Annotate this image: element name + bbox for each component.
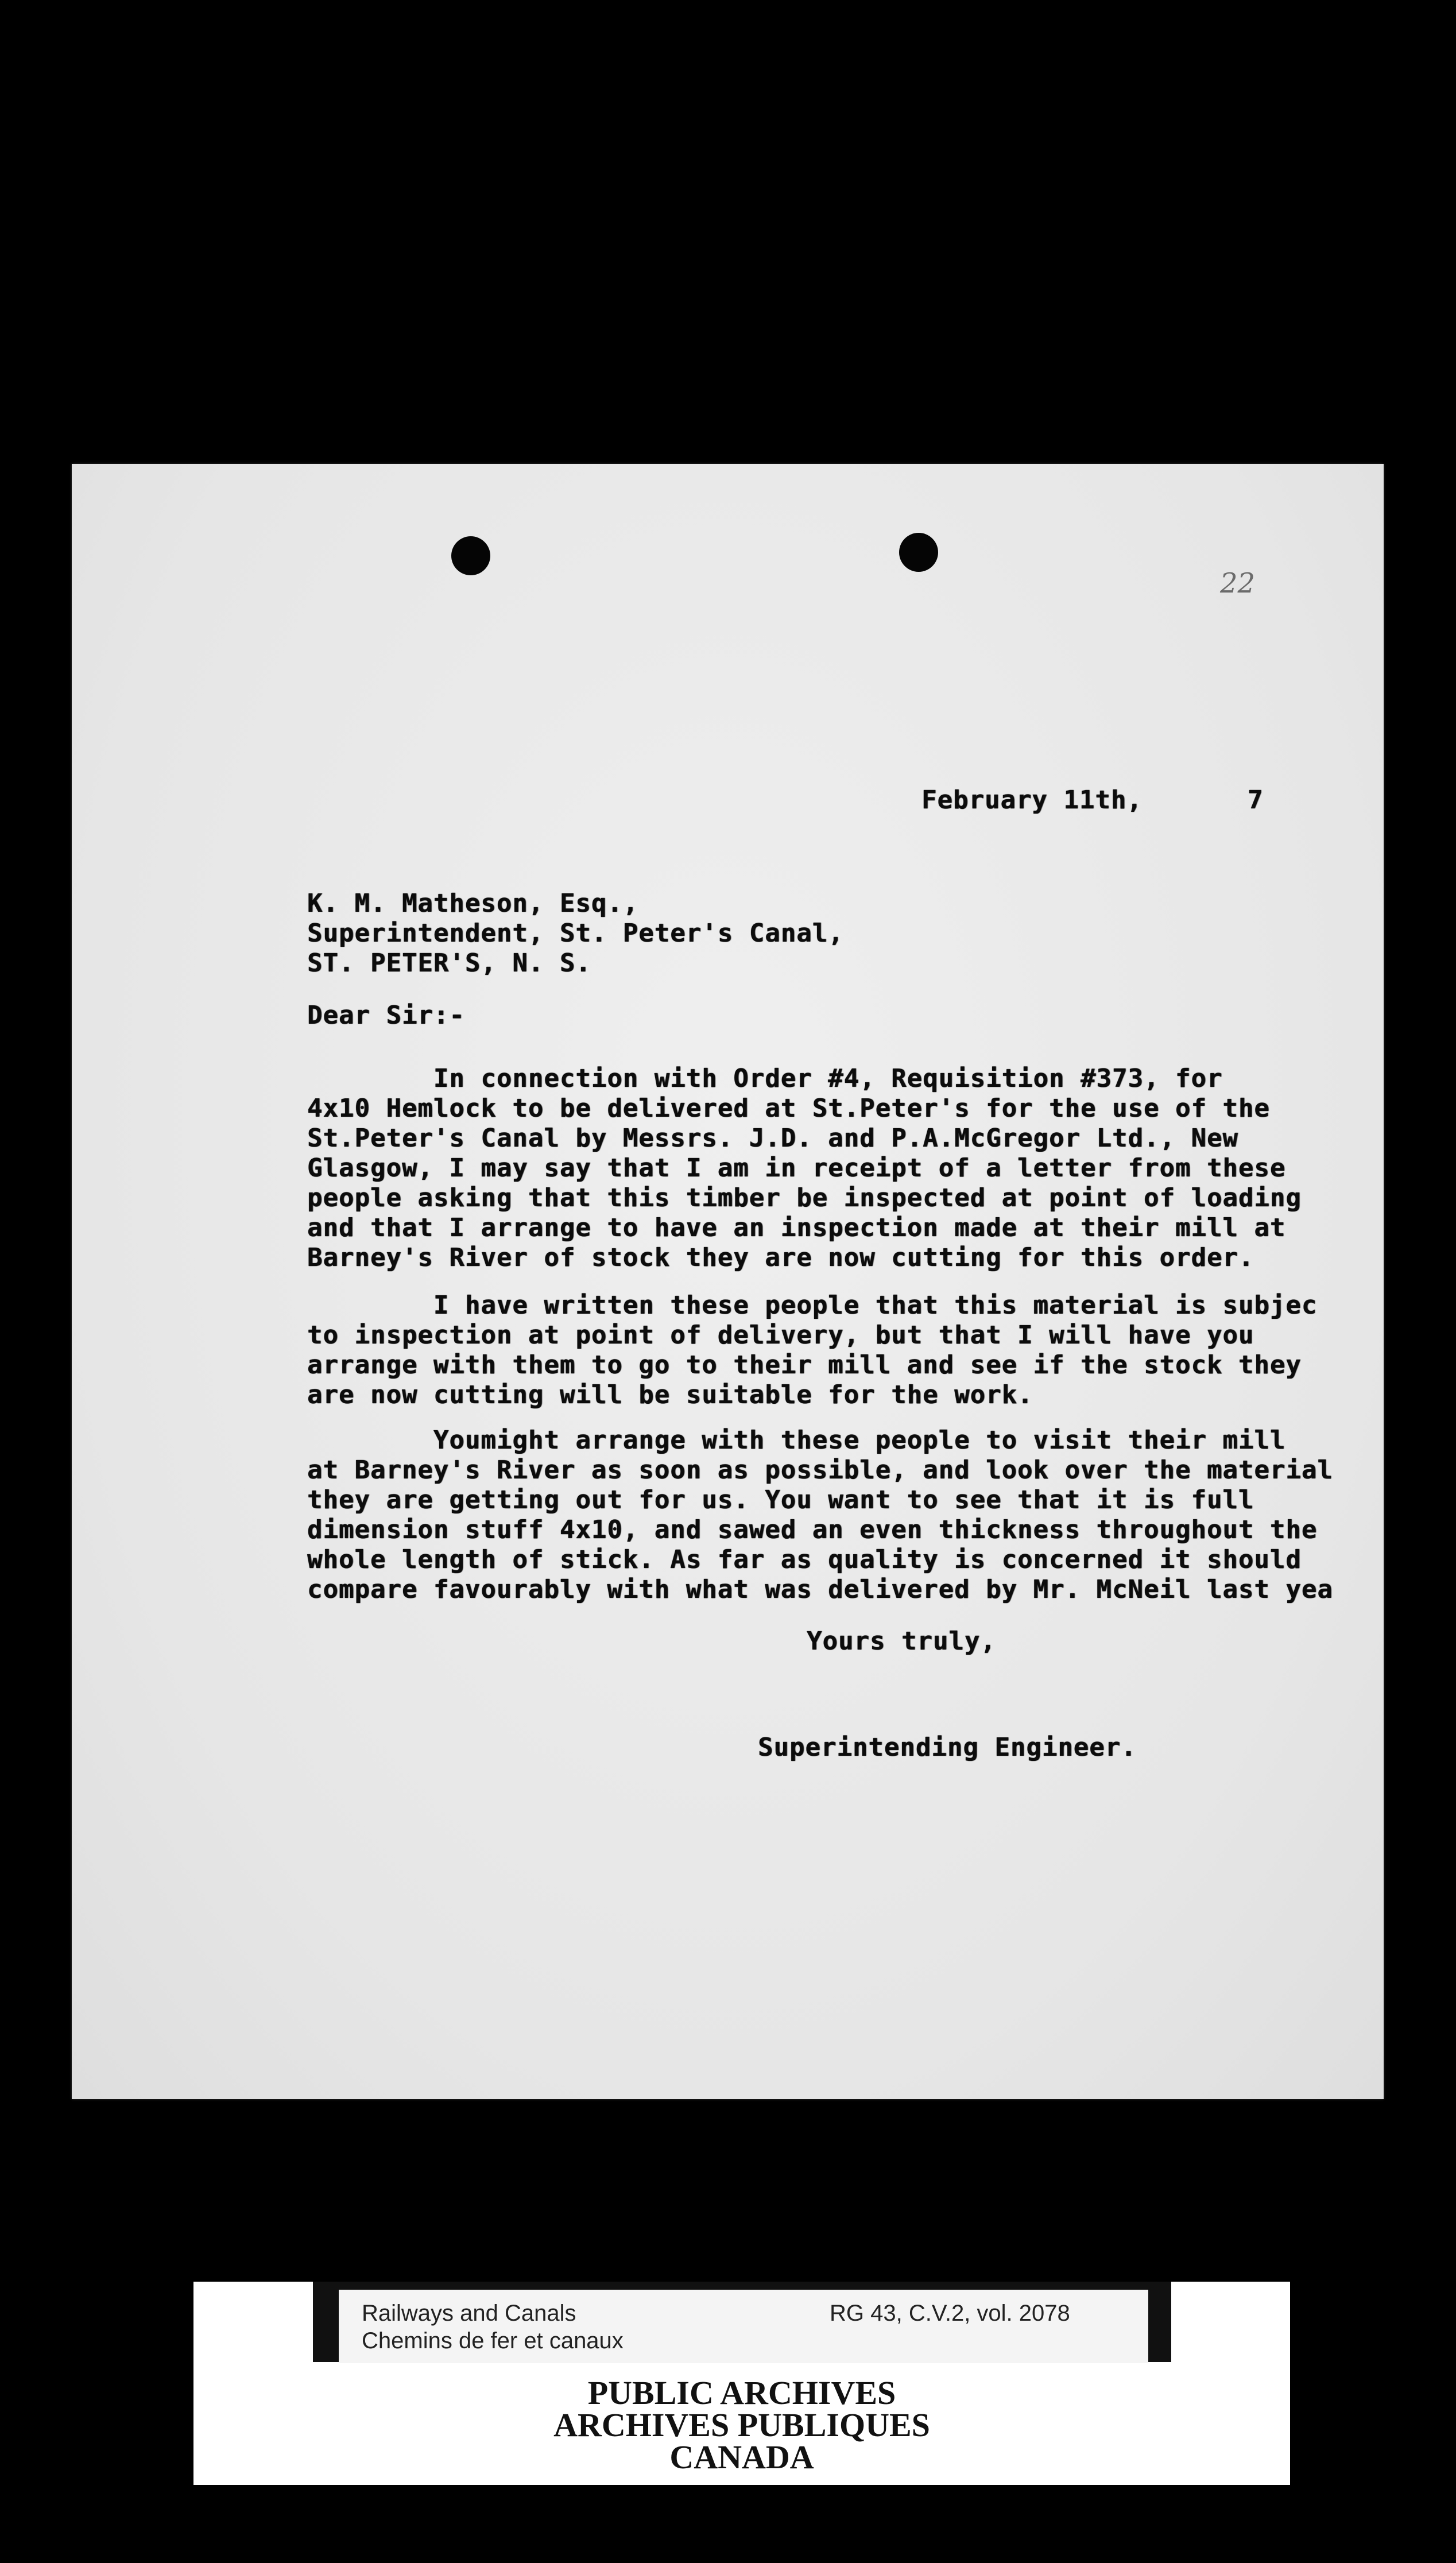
archive-name-french: ARCHIVES PUBLIQUES (553, 2406, 930, 2444)
body-paragraph-2: I have written these people that this material is subjec to inspection at point of delivery, but that I will have you arrange with them to go to their mill and see if the stock they are now cutting will be suitable for the work. (307, 1291, 1318, 1410)
page-number: 22 (1220, 567, 1256, 599)
archive-reference: RG 43, C.V.2, vol. 2078 (830, 2301, 1070, 2326)
salutation: Dear Sir:- (307, 1001, 465, 1030)
letter-date: February 11th, (921, 785, 1143, 815)
punch-hole-right (899, 533, 938, 572)
archive-country: CANADA (669, 2438, 814, 2476)
punch-hole-left (451, 536, 490, 575)
archive-name-english: PUBLIC ARCHIVES (587, 2374, 896, 2411)
closing: Yours truly, (807, 1627, 996, 1656)
addressee-block: K. M. Matheson, Esq., Superintendent, St. Peter's Canal, ST. PETER'S, N. S. (307, 889, 844, 978)
series-name-french: Chemins de fer et canaux (362, 2328, 624, 2353)
series-name-english: Railways and Canals (362, 2301, 576, 2326)
letter-sheet (72, 464, 1384, 2099)
signature-title: Superintending Engineer. (758, 1733, 1137, 1762)
body-paragraph-3: Youmight arrange with these people to visit their mill at Barney's River as soon as possible, and look over the material they are getting out for us. You want to see that it is full dimension stuff 4x10, and sawed an even thickness throughout the whole length of stick. As far as quality is concerned it should compare favourably with what was delivered by Mr. McNeil last yea (307, 1426, 1333, 1604)
date-mark: 7 (1248, 785, 1264, 815)
body-paragraph-1: In connection with Order #4, Requisition #373, for 4x10 Hemlock to be delivered at St.Peter's for the use of the St.Peter's Canal by Messrs. J.D. and P.A.McGregor Ltd., New Glasgow, I may say that I am in receipt of a letter from these people asking that this timber be inspected at point of loading and that I arrange to have an inspection made at their mill at Barney's River of stock they are now cutting for this order. (307, 1064, 1302, 1272)
